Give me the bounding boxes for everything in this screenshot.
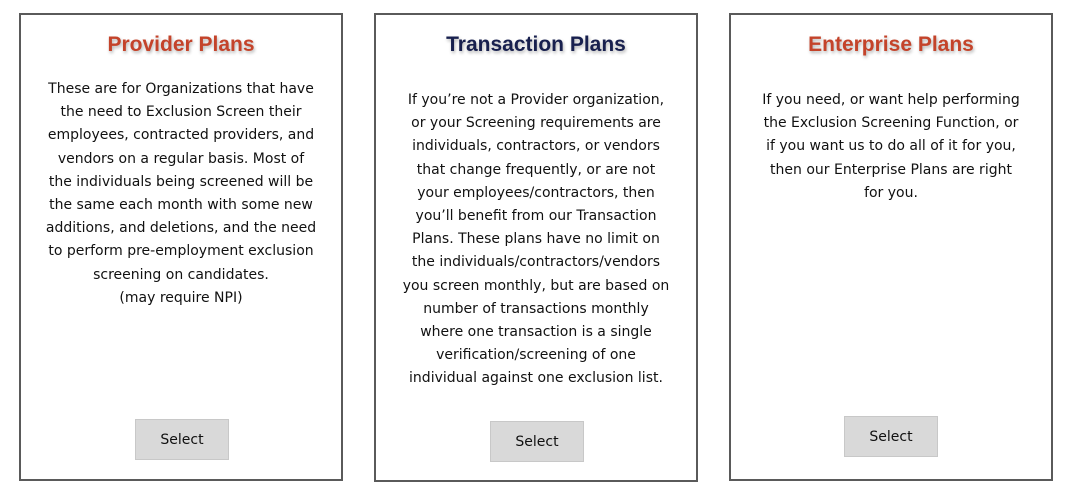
card-title: Transaction Plans [446,33,626,56]
description-text: These are for Organizations that have the need to Exclusion Screen their employees, contracted providers, and vendors on a regular basis. Most of the individuals being screened will be the same each month with some new additions, and deletions, and the need to perform pre-employment exclusion screening on candidates. [45,81,317,283]
provider-plans-card [19,13,343,481]
card-description: If you’re not a Provider organization, or your Screening requirements are individuals, contractors, or vendors that change frequently, or are not your employees/contractors, then you’ll benefit from our Transaction Plans. These plans have no limit on the individuals/contractors/vendors you screen monthly, but are based on number of transactions monthly where one transaction is a single verification/screening of one individual against one exclusion list. [402,92,670,387]
enterprise-plans-card [729,13,1053,481]
select-transaction-button[interactable]: Select [490,421,584,462]
npi-note: (may require NPI) [119,289,243,306]
transaction-plans-card [374,13,698,482]
card-description [45,78,317,310]
select-enterprise-button[interactable]: Select [844,416,938,457]
select-provider-button[interactable]: Select [135,419,229,460]
card-title: Enterprise Plans [808,33,974,56]
card-description: If you need, or want help performing the Exclusion Screening Function, or if you want us to do all of it for you, then our Enterprise Plans are right for you. [762,92,1020,201]
card-title: Provider Plans [107,33,255,56]
